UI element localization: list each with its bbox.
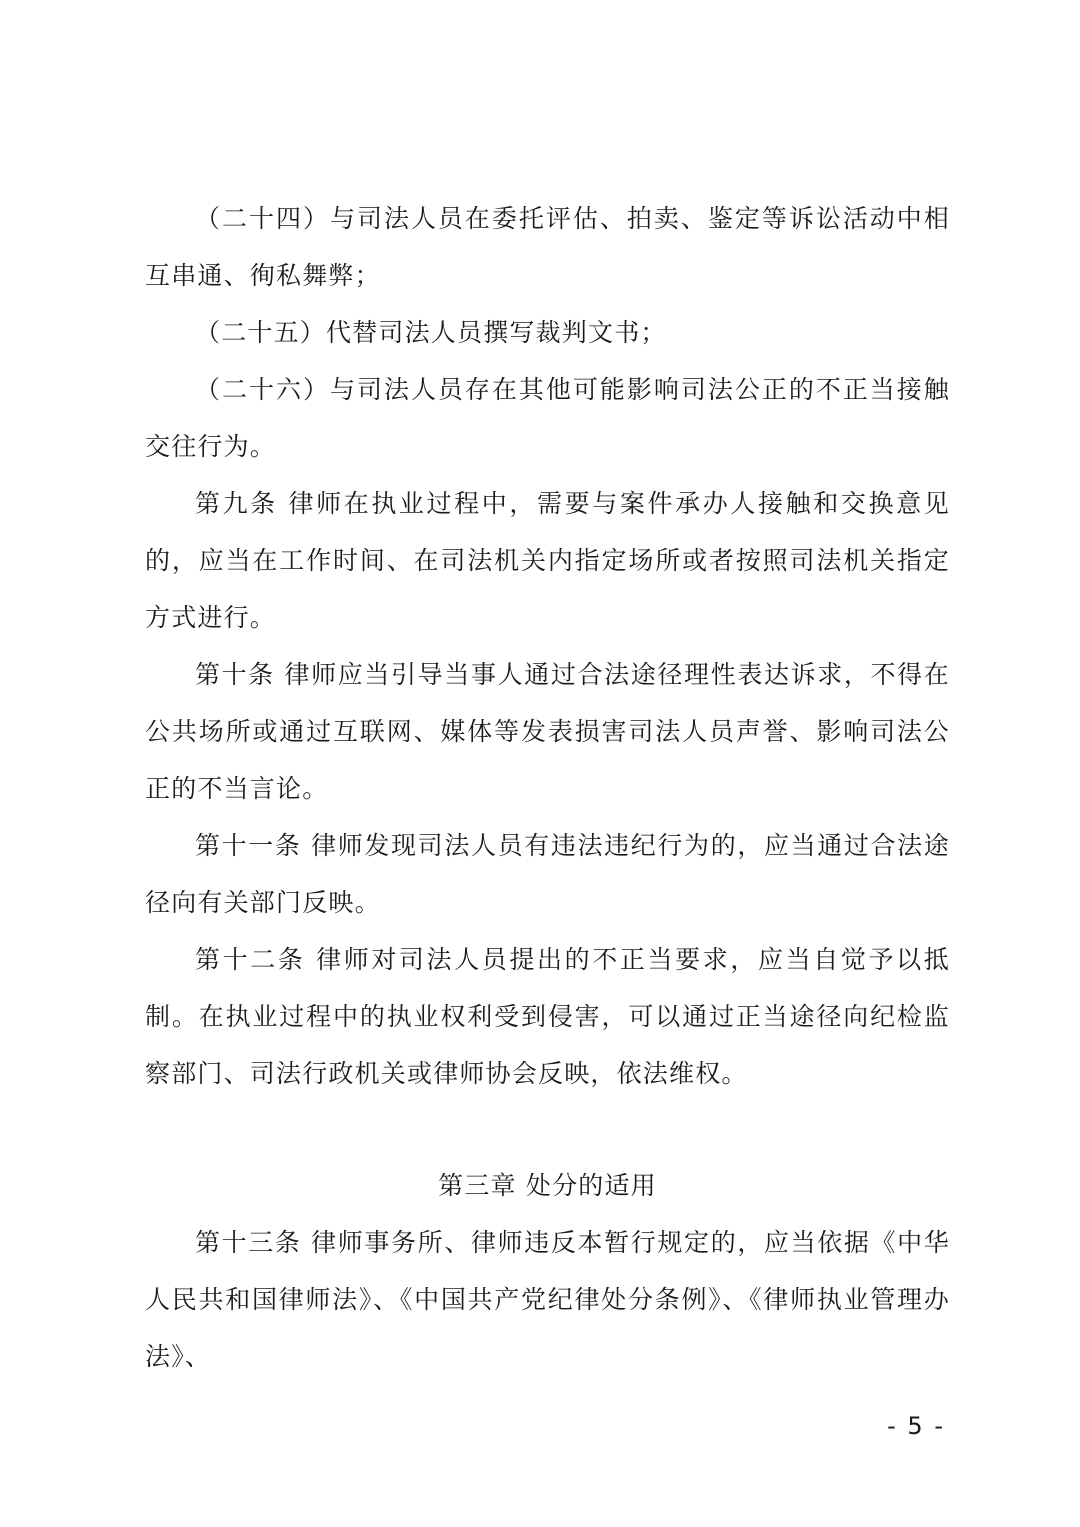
paragraph-item-26: （二十六）与司法人员存在其他可能影响司法公正的不正当接触交往行为。 [145, 375, 950, 461]
page-number: - 5 - [887, 1412, 945, 1440]
paragraph-item-24: （二十四）与司法人员在委托评估、拍卖、鉴定等诉讼活动中相互串通、徇私舞弊； [145, 204, 950, 290]
paragraph-article-9: 第九条 律师在执业过程中，需要与案件承办人接触和交换意见的，应当在工作时间、在司法机关内指定场所或者按照司法机关指定方式进行。 [145, 489, 950, 632]
chapter-heading: 第三章 处分的适用 [438, 1171, 657, 1200]
paragraph-article-12: 第十二条 律师对司法人员提出的不正当要求，应当自觉予以抵制。在执业过程中的执业权利受到侵害，可以通过正当途径向纪检监察部门、司法行政机关或律师协会反映，依法维权。 [145, 945, 950, 1088]
paragraph-item-25: （二十五）代替司法人员撰写裁判文书； [195, 318, 667, 347]
paragraph-article-10: 第十条 律师应当引导当事人通过合法途径理性表达诉求，不得在公共场所或通过互联网、媒体等发表损害司法人员声誉、影响司法公正的不当言论。 [145, 660, 950, 803]
document-body [145, 190, 950, 1385]
paragraph-article-13: 第十三条 律师事务所、律师违反本暂行规定的，应当依据《中华人民共和国律师法》、《中国共产党纪律处分条例》、《律师执业管理办法》、 [145, 1228, 950, 1371]
paragraph-article-11: 第十一条 律师发现司法人员有违法违纪行为的，应当通过合法途径向有关部门反映。 [145, 831, 950, 917]
